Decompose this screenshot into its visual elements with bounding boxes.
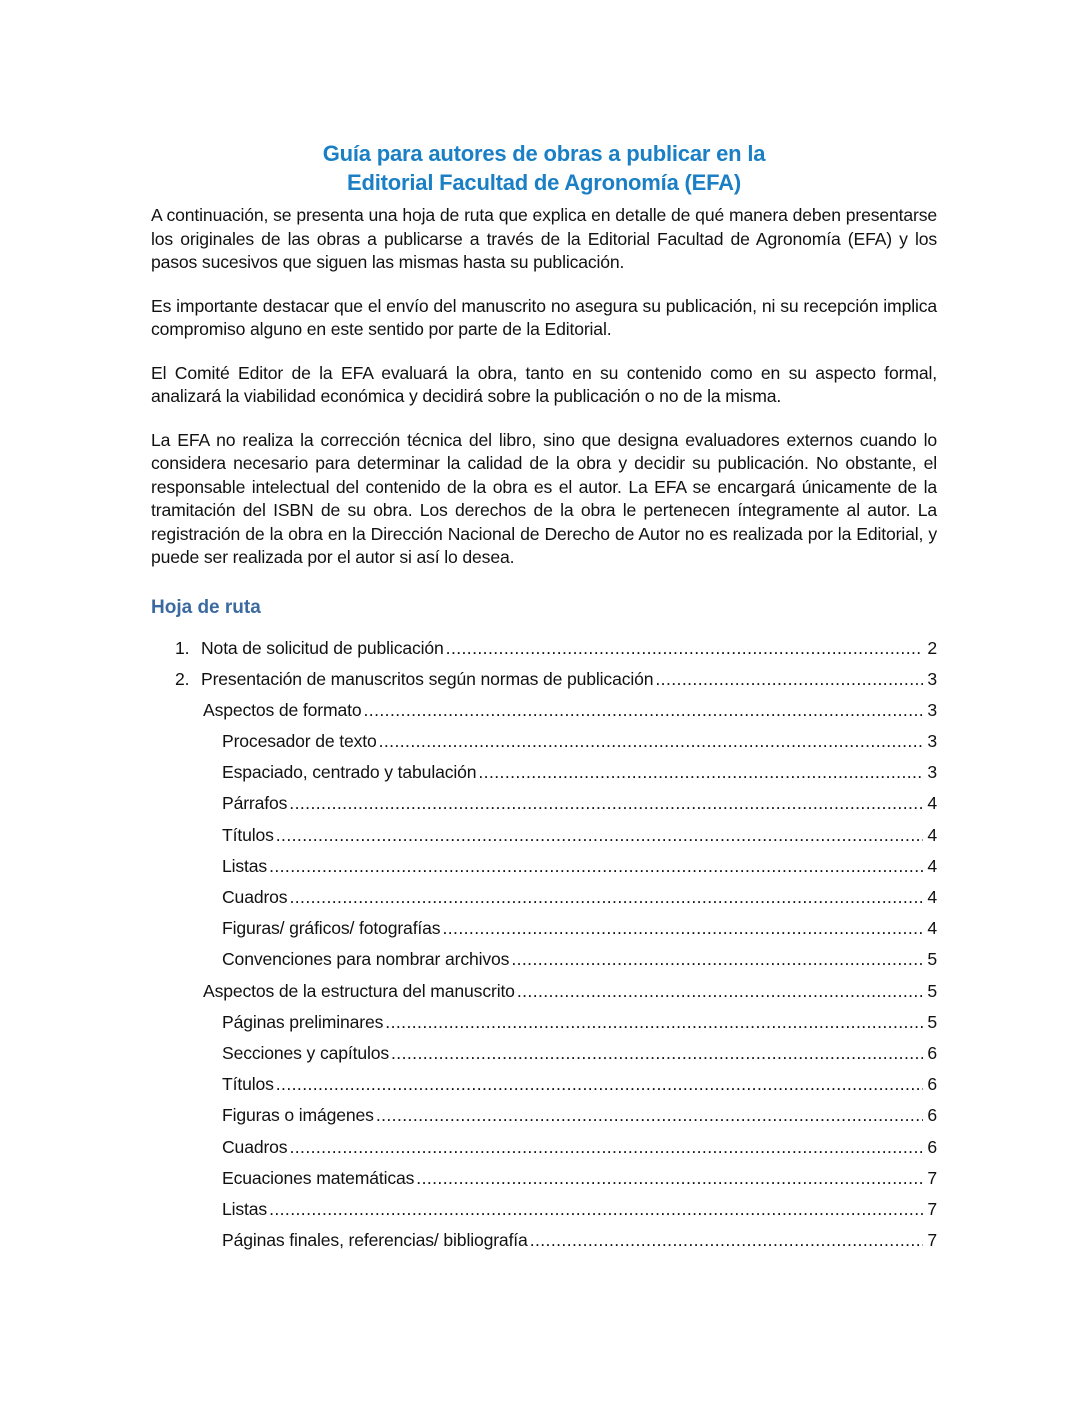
toc-entry-label: Títulos	[222, 1074, 274, 1095]
toc-entry-page-number: 7	[927, 1230, 937, 1251]
toc-dot-leader	[511, 948, 923, 970]
toc-entry[interactable]	[151, 792, 937, 823]
toc-dot-leader	[391, 1042, 923, 1064]
toc-entry-page-number: 4	[927, 824, 937, 845]
toc-entry-label: Secciones y capítulos	[222, 1042, 390, 1063]
toc-entry-label: Aspectos de formato	[203, 699, 362, 720]
toc-entry-label: Páginas finales, referencias/ bibliografía	[222, 1230, 528, 1251]
toc-entry[interactable]	[151, 1042, 937, 1073]
toc-dot-leader	[276, 824, 923, 846]
toc-entry-label: Ecuaciones matemáticas	[222, 1167, 415, 1188]
toc-dot-leader	[517, 980, 923, 1002]
toc-entry-label: Cuadros	[222, 887, 288, 907]
toc-entry-label: Listas	[222, 1198, 268, 1219]
toc-dot-leader	[655, 668, 923, 690]
toc-entry-label: Páginas preliminares	[222, 1011, 384, 1032]
toc-entry[interactable]	[151, 1011, 937, 1042]
toc-entry[interactable]	[151, 1136, 937, 1167]
document-body	[151, 204, 937, 1260]
toc-entry[interactable]	[151, 1104, 937, 1135]
toc-dot-leader	[269, 1198, 923, 1220]
toc-entry-page-number: 4	[927, 918, 937, 939]
toc-entry-page-number: 6	[927, 1074, 937, 1095]
title-line-2: Editorial Facultad de Agronomía (EFA)	[347, 169, 741, 195]
toc-entry-page-number: 7	[927, 1198, 937, 1219]
toc-dot-leader	[442, 917, 923, 939]
toc-entry[interactable]	[151, 699, 937, 730]
toc-entry[interactable]	[151, 1229, 937, 1260]
toc-entry[interactable]	[151, 1167, 937, 1198]
title-line-1: Guía para autores de obras a publicar en la	[322, 140, 766, 166]
toc-dot-leader	[478, 761, 923, 783]
toc-entry-page-number: 2	[927, 637, 937, 658]
toc-entry-label: Párrafos	[222, 793, 288, 814]
toc-dot-leader	[289, 792, 923, 814]
toc-entry-page-number: 3	[927, 668, 937, 689]
toc-dot-leader	[376, 1104, 923, 1126]
toc-entry-page-number: 6	[927, 1042, 937, 1063]
toc-dot-leader	[364, 699, 923, 721]
toc-entry-page-number: 5	[927, 949, 937, 970]
toc-entry[interactable]	[151, 761, 937, 792]
toc-entry-label: Figuras o imágenes	[222, 1105, 374, 1126]
toc-entry[interactable]	[151, 637, 937, 668]
toc-entry[interactable]	[151, 824, 937, 855]
toc-entry-page-number: 5	[927, 980, 937, 1001]
toc-entry-label: Espaciado, centrado y tabulación	[222, 762, 477, 783]
toc-entry[interactable]	[151, 730, 937, 761]
toc-entry-label: Presentación de manuscritos según normas de publicación	[201, 668, 654, 689]
toc-dot-leader	[416, 1167, 923, 1189]
toc-entry[interactable]	[151, 948, 937, 979]
toc-entry-label: Cuadros	[222, 1136, 288, 1157]
toc-entry[interactable]	[151, 668, 937, 699]
toc-entry-page-number: 6	[927, 1136, 937, 1157]
document-title	[150, 139, 938, 197]
toc-dot-leader	[276, 1073, 923, 1095]
intro-paragraph: A continuación, se presenta una hoja de ruta que explica en detalle de qué manera deben presentarse los originales de las obras a publicarse a través de la Editorial Facultad de Agronomía (EFA) y los pasos sucesivos que siguen las mismas hasta su publicación.	[151, 205, 937, 272]
section-heading-hoja-de-ruta: Hoja de ruta	[151, 596, 261, 618]
toc-entry-label: Nota de solicitud de publicación	[201, 637, 444, 658]
toc-entry-page-number: 7	[927, 1167, 937, 1188]
toc-entry[interactable]	[151, 917, 937, 948]
toc-dot-leader	[446, 637, 923, 659]
toc-entry-page-number: 3	[927, 762, 937, 783]
toc-entry-label: Figuras/ gráficos/ fotografías	[222, 918, 441, 939]
toc-entry-page-number: 4	[927, 855, 937, 876]
toc-entry-label: Títulos	[222, 824, 274, 845]
toc-entry-page-number: 6	[927, 1105, 937, 1126]
toc-dot-leader	[289, 1136, 923, 1158]
toc-entry-label: Listas	[222, 855, 268, 876]
toc-dot-leader	[269, 855, 923, 877]
table-of-contents	[151, 637, 937, 1261]
toc-dot-leader	[530, 1229, 923, 1251]
toc-entry-page-number: 5	[927, 1011, 937, 1032]
rights-paragraph: La EFA no realiza la corrección técnica del libro, sino que designa evaluadores externos cuando lo considera necesario para determinar la calidad de la obra y decidir su publicación. No obstante, el responsable intelectual del contenido de la obra es el autor. La EFA se encargará únicamente de la tramitación del ISBN de su obra. Los derechos de la obra le pertenecen íntegramente al autor. La registración de la obra en la Dirección Nacional de Derecho de Autor no es realizada por la Editorial, y puede ser realizada por el autor si así lo desea.	[151, 429, 937, 567]
toc-entry-page-number: 3	[927, 731, 937, 752]
toc-dot-leader	[385, 1011, 923, 1033]
toc-entry-page-number: 4	[927, 887, 937, 907]
toc-entry-number: 2.	[175, 668, 190, 689]
toc-entry[interactable]	[151, 1073, 937, 1104]
toc-dot-leader	[379, 730, 923, 752]
toc-entry-label: Procesador de texto	[222, 731, 377, 752]
disclaimer-paragraph: Es importante destacar que el envío del manuscrito no asegura su publicación, ni su recepción implica compromiso alguno en este sentido por parte de la Editorial.	[151, 295, 937, 339]
toc-dot-leader	[289, 886, 923, 908]
toc-entry-page-number: 3	[927, 699, 937, 720]
toc-entry[interactable]	[151, 980, 937, 1011]
committee-paragraph: El Comité Editor de la EFA evaluará la obra, tanto en su contenido como en su aspecto formal, analizará la viabilidad económica y decidirá sobre la publicación o no de la misma.	[151, 362, 937, 406]
toc-entry-page-number: 4	[927, 793, 937, 814]
toc-entry-label: Aspectos de la estructura del manuscrito	[203, 980, 515, 1001]
toc-entry-label: Convenciones para nombrar archivos	[222, 949, 510, 970]
toc-entry[interactable]	[151, 855, 937, 886]
toc-entry-number: 1.	[175, 637, 190, 658]
toc-entry[interactable]	[151, 1198, 937, 1229]
toc-entry[interactable]	[151, 886, 937, 917]
